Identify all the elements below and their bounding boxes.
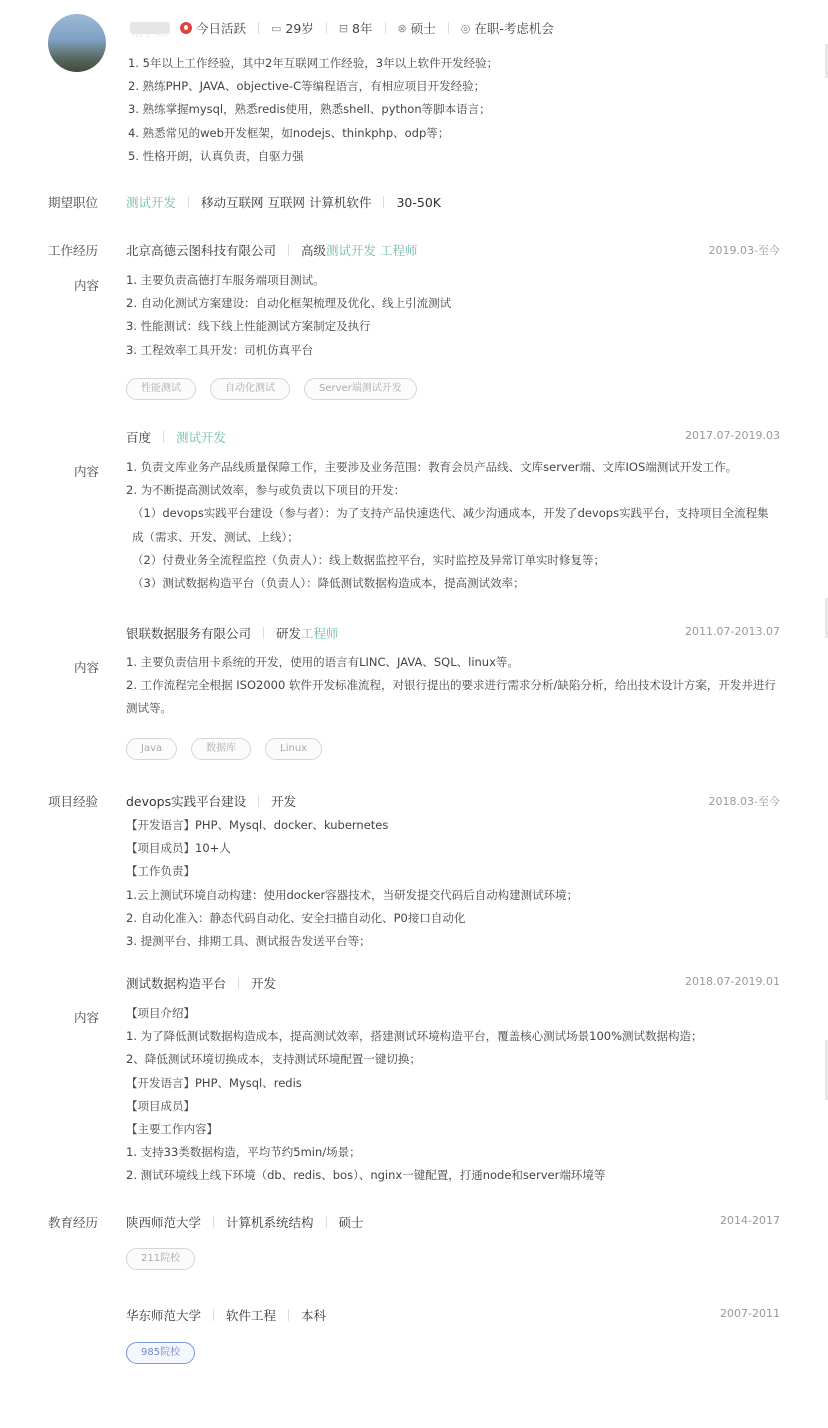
job-company: 银联数据服务有限公司 <box>126 626 252 641</box>
summary-line: 2. 熟练PHP、JAVA、objective-C等编程语言，有相应项目开发经验； <box>128 79 486 94</box>
work-label: 工作经历 <box>48 243 99 258</box>
job-title: 工程师 <box>301 626 339 641</box>
job-header <box>126 428 226 446</box>
education-label: 教育经历 <box>48 1215 99 1230</box>
project-line: 【主要工作内容】 <box>126 1122 218 1137</box>
job-header <box>126 241 418 259</box>
job-line: （2）付费业务全流程监控（负责人）：线上数据监控平台，实时监控及异常订单实时修复等； <box>132 552 606 567</box>
job-date: 2011.07-2013.07 <box>685 625 780 638</box>
project-line: 1.云上测试环境自动构建：使用docker容器技术，当研发提交代码后自动构建测试环境； <box>126 887 579 902</box>
education-row <box>126 1213 364 1231</box>
active-status: 今日活跃 <box>196 21 247 36</box>
project-line: 【开发语言】PHP、Mysql、redis <box>126 1075 302 1090</box>
skill-tag[interactable]: Java <box>126 738 177 760</box>
job-title: 测试开发 <box>176 430 227 445</box>
project-role: 开发 <box>271 794 297 809</box>
project-description <box>126 814 776 953</box>
project-name: 测试数据构造平台 <box>126 976 227 991</box>
project-header <box>126 974 276 992</box>
school-tag[interactable]: 211院校 <box>126 1248 195 1270</box>
job-line: 3. 工程效率工具开发：司机仿真平台 <box>126 342 314 357</box>
job-company: 百度 <box>126 430 152 445</box>
major: 计算机系统结构 <box>226 1215 314 1230</box>
expect-row <box>126 193 441 211</box>
summary-line: 3. 熟练掌握mysql，熟悉redis使用，熟悉shell、python等脚本语言； <box>128 102 491 117</box>
school-name: 华东师范大学 <box>126 1308 202 1323</box>
education-row <box>126 1306 326 1324</box>
job-title: 测试开发 工程师 <box>326 243 418 258</box>
degree-level: 硕士 <box>338 1215 364 1230</box>
project-date: 2018.03-至今 <box>708 795 780 808</box>
summary <box>128 52 788 168</box>
job-title-prefix: 高级 <box>301 243 327 258</box>
job-status: 在职-考虑机会 <box>474 21 554 36</box>
degree-icon: ⊗ <box>397 21 407 35</box>
education-date: 2014-2017 <box>720 1214 780 1227</box>
avatar[interactable] <box>48 14 106 72</box>
content-label: 内容 <box>74 1010 100 1025</box>
project-line: 2. 测试环境线上线下环境（db、redis、bos）、nginx一键配置，打通node和server端环境等 <box>126 1168 606 1183</box>
major: 软件工程 <box>226 1308 277 1323</box>
job-line: （3）测试数据构造平台（负责人）：降低测试数据构造成本，提高测试效率； <box>132 576 525 591</box>
status-icon: ◎ <box>460 21 471 35</box>
job-company: 北京高德云图科技有限公司 <box>126 243 277 258</box>
job-date: 2019.03-至今 <box>708 244 780 257</box>
skill-tag[interactable]: 数据库 <box>191 738 251 760</box>
project-line: 【开发语言】PHP、Mysql、docker、kubernetes <box>126 818 389 832</box>
project-line: 【项目介绍】 <box>126 1006 195 1020</box>
project-line: 1. 为了降低测试数据构造成本，提高测试效率，搭建测试环境构造平台，覆盖核心测试场景100%测试数据构造； <box>126 1029 703 1044</box>
expect-position: 测试开发 <box>126 195 177 210</box>
project-line: 【项目成员】 <box>126 1098 195 1113</box>
profile-meta <box>130 19 554 37</box>
job-header <box>126 624 339 642</box>
job-description <box>126 456 776 595</box>
active-icon <box>180 22 192 34</box>
job-line: 2. 自动化测试方案建设：自动化框架梳理及优化、线上引流测试 <box>126 296 452 311</box>
project-line: 1. 支持33类数据构造，平均节约5min/场景； <box>126 1145 361 1160</box>
job-tags <box>126 738 322 760</box>
school-tag[interactable]: 985院校 <box>126 1342 195 1364</box>
job-line: 1. 主要负责高德打车服务端项目测试。 <box>126 273 325 287</box>
summary-line: 1. 5年以上工作经验，其中2年互联网工作经验，3年以上软件开发经验； <box>128 56 499 70</box>
job-line: （1）devops实践平台建设（参与者）：为了支持产品快速迭代、减少沟通成本，开发了devops实践平台，支持项目全流程集成（需求、开发、测试、上线）； <box>132 506 769 544</box>
expect-industry: 移动互联网 互联网 计算机软件 <box>201 195 372 210</box>
age: 29岁 <box>285 21 314 36</box>
projects-label: 项目经验 <box>48 794 99 809</box>
project-role: 开发 <box>251 976 277 991</box>
skill-tag[interactable]: 自动化测试 <box>210 378 290 400</box>
content-label: 内容 <box>74 464 100 479</box>
content-label: 内容 <box>74 660 100 675</box>
project-line: 3. 提测平台、排期工具、测试报告发送平台等； <box>126 934 371 949</box>
skill-tag[interactable]: 性能测试 <box>126 378 196 400</box>
education-date: 2007-2011 <box>720 1307 780 1320</box>
project-line: 【工作负责】 <box>126 864 195 879</box>
job-line: 1. 主要负责信用卡系统的开发，使用的语言有LINC、JAVA、SQL、linux等。 <box>126 655 519 669</box>
project-line: 2、降低测试环境切换成本，支持测试环境配置一键切换； <box>126 1052 421 1067</box>
skill-tag[interactable]: Server端测试开发 <box>304 378 417 400</box>
job-description <box>126 651 776 721</box>
degree-level: 本科 <box>301 1308 327 1323</box>
summary-line: 4. 熟悉常见的web开发框架，如nodejs、thinkphp、odp等； <box>128 125 450 140</box>
job-line: 3. 性能测试：线下线上性能测试方案制定及执行 <box>126 319 371 334</box>
expect-label: 期望职位 <box>48 195 99 210</box>
project-line: 【项目成员】10+人 <box>126 841 231 856</box>
job-tags <box>126 378 417 400</box>
project-description <box>126 1002 776 1188</box>
job-date: 2017.07-2019.03 <box>685 429 780 442</box>
project-name: devops实践平台建设 <box>126 794 247 809</box>
briefcase-icon: ⊟ <box>338 21 349 35</box>
experience-years: 8年 <box>352 21 373 36</box>
project-date: 2018.07-2019.01 <box>685 975 780 988</box>
job-line: 2. 工作流程完全根据 ISO2000 软件开发标准流程，对银行提出的要求进行需求分析/缺陷分析，给出技术设计方案，开发并进行测试等。 <box>126 678 776 716</box>
content-label: 内容 <box>74 278 100 293</box>
job-description <box>126 269 776 362</box>
candidate-name: 张小某 <box>130 22 170 34</box>
job-line: 2. 为不断提高测试效率，参与或负责以下项目的开发： <box>126 483 406 498</box>
summary-line: 5. 性格开朗，认真负责，自驱力强 <box>128 148 304 163</box>
expect-salary: 30-50K <box>396 194 441 210</box>
education-tags <box>126 1248 195 1270</box>
project-header <box>126 792 296 810</box>
project-line: 2. 自动化准入：静态代码自动化、安全扫描自动化、P0接口自动化 <box>126 910 466 925</box>
school-name: 陕西师范大学 <box>126 1215 202 1230</box>
job-title-prefix: 研发 <box>276 626 302 641</box>
job-line: 1. 负责文库业务产品线质量保障工作，主要涉及业务范围：教育会员产品线、文库server端、文库IOS端测试开发工作。 <box>126 460 738 474</box>
degree: 硕士 <box>410 21 436 36</box>
skill-tag[interactable]: Linux <box>265 738 322 760</box>
age-icon: ▭ <box>271 21 282 35</box>
education-tags <box>126 1342 195 1364</box>
